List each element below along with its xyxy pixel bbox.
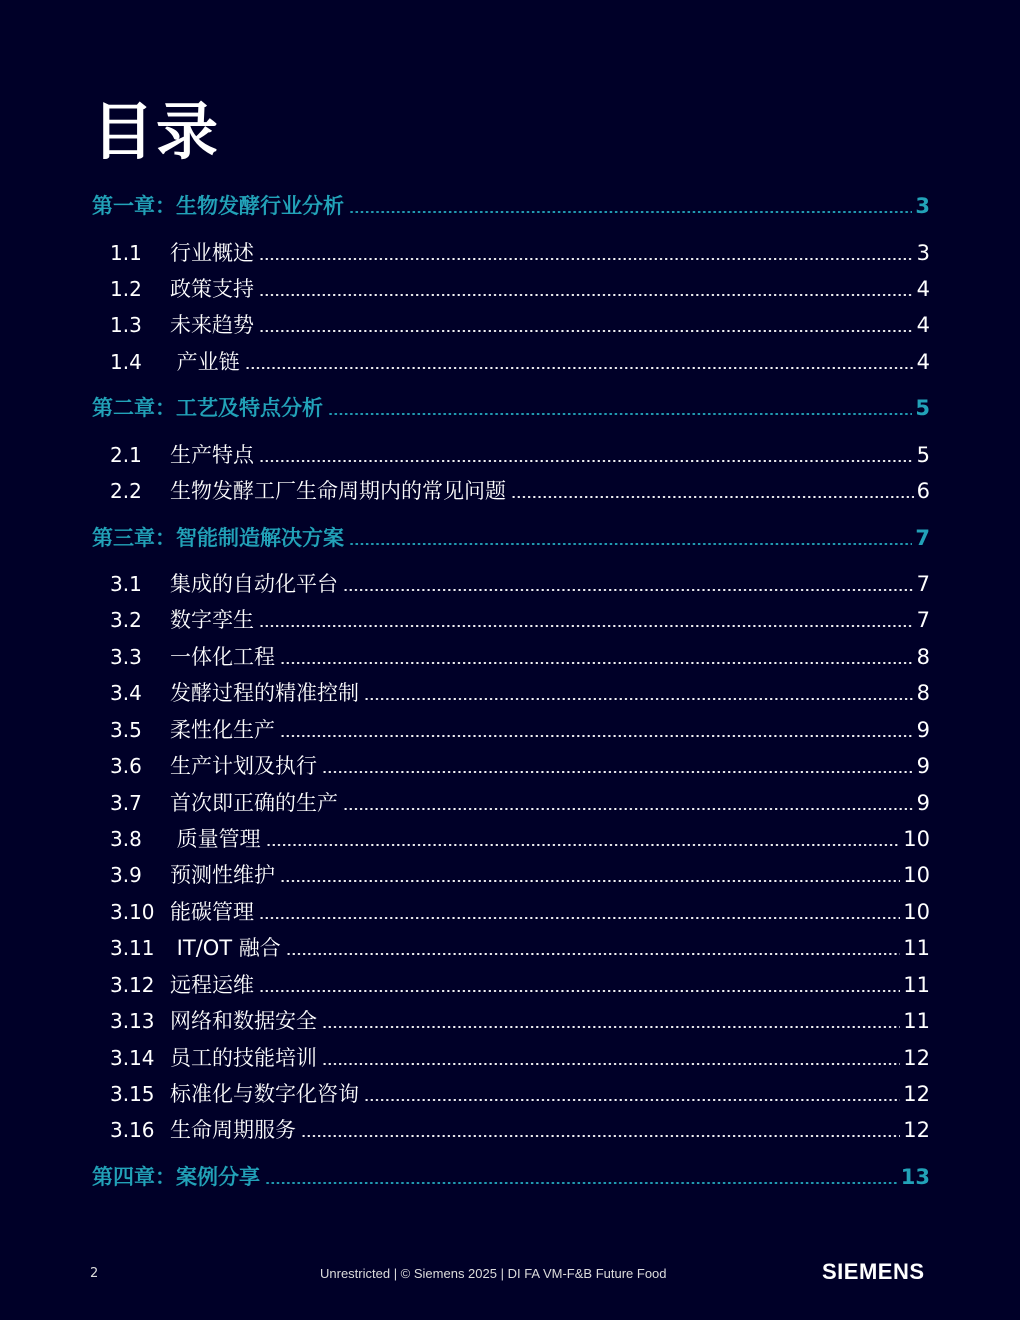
toc-entry-title: 发酵过程的精准控制 <box>170 681 359 705</box>
toc-leader-line <box>170 1114 930 1146</box>
toc-page-number: 7 <box>915 526 930 550</box>
toc-section-entry[interactable] <box>0 787 1020 819</box>
toc-page-number: 10 <box>903 827 930 851</box>
toc-leader-line <box>170 1078 930 1110</box>
toc-page-number: 3 <box>916 241 930 265</box>
toc-leader-line <box>170 859 930 891</box>
toc-page-number: 8 <box>916 645 930 669</box>
toc-leader-line <box>170 750 930 782</box>
toc-page-number: 13 <box>900 1165 930 1189</box>
dot-leader <box>328 413 912 415</box>
dot-leader <box>280 880 900 882</box>
toc-page-number: 12 <box>903 1118 930 1142</box>
toc-page-number: 4 <box>916 277 930 301</box>
toc-entry-title: 行业概述 <box>170 241 254 265</box>
toc-section-entry[interactable] <box>0 237 1020 269</box>
toc-leader-line <box>92 522 930 554</box>
toc-page-number: 8 <box>916 681 930 705</box>
toc-chapter-entry[interactable] <box>0 1161 1020 1193</box>
dot-leader <box>259 330 914 332</box>
toc-page-number: 9 <box>916 754 930 778</box>
toc-section-entry[interactable] <box>0 932 1020 964</box>
toc-section-number: 1.3 <box>110 313 142 337</box>
toc-section-entry[interactable] <box>0 1078 1020 1110</box>
toc-section-number: 3.15 <box>110 1082 155 1106</box>
toc-entry-title: 员工的技能培训 <box>170 1046 317 1070</box>
dot-leader <box>511 496 914 498</box>
toc-leader-line <box>170 787 930 819</box>
toc-leader-line <box>170 823 930 855</box>
toc-entry-title: 第三章：智能制造解决方案 <box>92 526 344 550</box>
toc-leader-line <box>170 475 930 507</box>
toc-section-number: 3.11 <box>110 936 155 960</box>
dot-leader <box>301 1135 900 1137</box>
toc-leader-line <box>170 1042 930 1074</box>
toc-section-number: 3.4 <box>110 681 142 705</box>
toc-entry-title: 预测性维护 <box>170 863 275 887</box>
dot-leader <box>349 543 912 545</box>
toc-page-number: 4 <box>916 350 930 374</box>
toc-section-entry[interactable] <box>0 346 1020 378</box>
toc-leader-line <box>170 677 930 709</box>
dot-leader <box>322 1026 900 1028</box>
toc-section-number: 3.8 <box>110 827 142 851</box>
toc-entry-title: 网络和数据安全 <box>170 1009 317 1033</box>
page-title: 目录 <box>92 95 221 168</box>
toc-page-number: 10 <box>903 863 930 887</box>
dot-leader <box>343 589 914 591</box>
toc-leader-line <box>92 1161 930 1193</box>
toc-entry-title: 柔性化生产 <box>170 718 275 742</box>
toc-leader-line <box>170 932 930 964</box>
toc-section-entry[interactable] <box>0 475 1020 507</box>
siemens-logo: SIEMENS <box>822 1259 925 1284</box>
toc-section-number: 3.13 <box>110 1009 155 1033</box>
toc-section-number: 1.2 <box>110 277 142 301</box>
toc-section-entry[interactable] <box>0 1005 1020 1037</box>
toc-entry-title: 政策支持 <box>170 277 254 301</box>
toc-section-entry[interactable] <box>0 309 1020 341</box>
toc-section-number: 3.1 <box>110 572 142 596</box>
toc-entry-title: 生产计划及执行 <box>170 754 317 778</box>
toc-leader-line <box>170 237 930 269</box>
toc-page-number: 12 <box>903 1046 930 1070</box>
toc-section-entry[interactable] <box>0 750 1020 782</box>
dot-leader <box>280 735 914 737</box>
toc-page-number: 12 <box>903 1082 930 1106</box>
toc-page-number: 9 <box>916 718 930 742</box>
toc-entry-title: 产业链 <box>170 350 240 374</box>
toc-leader-line <box>170 346 930 378</box>
toc-entry-title: 生物发酵工厂生命周期内的常见问题 <box>170 479 506 503</box>
toc-page-number: 11 <box>903 936 930 960</box>
toc-section-entry[interactable] <box>0 677 1020 709</box>
toc-page-number: 11 <box>903 1009 930 1033</box>
toc-entry-title: 生命周期服务 <box>170 1118 296 1142</box>
toc-page-number: 7 <box>916 572 930 596</box>
toc-leader-line <box>170 896 930 928</box>
toc-leader-line <box>170 273 930 305</box>
toc-entry-title: 第一章：生物发酵行业分析 <box>92 194 344 218</box>
toc-section-number: 3.10 <box>110 900 155 924</box>
toc-section-number: 3.14 <box>110 1046 155 1070</box>
toc-page-number: 9 <box>916 791 930 815</box>
toc-page-number: 7 <box>916 608 930 632</box>
dot-leader <box>280 662 914 664</box>
toc-entry-title: IT/OT 融合 <box>170 936 281 960</box>
toc-chapter-entry[interactable] <box>0 392 1020 424</box>
toc-page-number: 10 <box>903 900 930 924</box>
toc-section-number: 3.2 <box>110 608 142 632</box>
toc-section-entry[interactable] <box>0 859 1020 891</box>
dot-leader <box>349 211 912 213</box>
dot-leader <box>265 1182 898 1184</box>
toc-section-entry[interactable] <box>0 714 1020 746</box>
dot-leader <box>364 698 914 700</box>
toc-entry-title: 数字孪生 <box>170 608 254 632</box>
toc-section-number: 3.5 <box>110 718 142 742</box>
toc-section-number: 2.1 <box>110 443 142 467</box>
dot-leader <box>322 771 914 773</box>
toc-section-entry[interactable] <box>0 568 1020 600</box>
toc-leader-line <box>92 392 930 424</box>
toc-section-entry[interactable] <box>0 273 1020 305</box>
toc-section-entry[interactable] <box>0 823 1020 855</box>
dot-leader <box>286 953 900 955</box>
toc-section-number: 3.12 <box>110 973 155 997</box>
toc-leader-line <box>170 439 930 471</box>
toc-section-number: 3.7 <box>110 791 142 815</box>
dot-leader <box>259 917 900 919</box>
toc-page-number: 3 <box>915 194 930 218</box>
toc-section-entry[interactable] <box>0 1114 1020 1146</box>
toc-entry-title: 生产特点 <box>170 443 254 467</box>
toc-section-entry[interactable] <box>0 1042 1020 1074</box>
footer-page-number: 2 <box>90 1266 99 1281</box>
toc-leader-line <box>170 309 930 341</box>
dot-leader <box>259 258 914 260</box>
toc-entry-title: 质量管理 <box>170 827 261 851</box>
toc-leader-line <box>170 1005 930 1037</box>
toc-leader-line <box>92 190 930 222</box>
toc-section-number: 1.4 <box>110 350 142 374</box>
toc-section-number: 3.9 <box>110 863 142 887</box>
toc-section-number: 3.3 <box>110 645 142 669</box>
toc-leader-line <box>170 568 930 600</box>
toc-section-number: 3.16 <box>110 1118 155 1142</box>
toc-section-entry[interactable] <box>0 969 1020 1001</box>
toc-leader-line <box>170 641 930 673</box>
toc-page-number: 11 <box>903 973 930 997</box>
toc-section-entry[interactable] <box>0 439 1020 471</box>
toc-section-number: 3.6 <box>110 754 142 778</box>
dot-leader <box>322 1063 900 1065</box>
dot-leader <box>343 808 914 810</box>
toc-leader-line <box>170 604 930 636</box>
dot-leader <box>245 367 914 369</box>
footer-text: Unrestricted | © Siemens 2025 | DI FA VM-F&B Future Food <box>320 1266 667 1281</box>
dot-leader <box>259 294 914 296</box>
dot-leader <box>259 460 914 462</box>
toc-entry-title: 第二章：工艺及特点分析 <box>92 396 323 420</box>
toc-section-number: 2.2 <box>110 479 142 503</box>
toc-page-number: 4 <box>916 313 930 337</box>
dot-leader <box>266 844 901 846</box>
toc-section-entry[interactable] <box>0 604 1020 636</box>
toc-page-number: 5 <box>915 396 930 420</box>
toc-chapter-entry[interactable] <box>0 522 1020 554</box>
dot-leader <box>259 625 914 627</box>
toc-entry-title: 第四章：案例分享 <box>92 1165 260 1189</box>
dot-leader <box>259 990 900 992</box>
toc-section-number: 1.1 <box>110 241 142 265</box>
toc-section-entry[interactable] <box>0 896 1020 928</box>
toc-entry-title: 未来趋势 <box>170 313 254 337</box>
toc-entry-title: 集成的自动化平台 <box>170 572 338 596</box>
toc-leader-line <box>170 714 930 746</box>
toc-entry-title: 一体化工程 <box>170 645 275 669</box>
toc-page-number: 5 <box>916 443 930 467</box>
toc-entry-title: 标准化与数字化咨询 <box>170 1082 359 1106</box>
toc-entry-title: 远程运维 <box>170 973 254 997</box>
toc-chapter-entry[interactable] <box>0 190 1020 222</box>
toc-entry-title: 能碳管理 <box>170 900 254 924</box>
toc-entry-title: 首次即正确的生产 <box>170 791 338 815</box>
dot-leader <box>364 1099 900 1101</box>
toc-section-entry[interactable] <box>0 641 1020 673</box>
toc-page-number: 6 <box>916 479 930 503</box>
toc-leader-line <box>170 969 930 1001</box>
